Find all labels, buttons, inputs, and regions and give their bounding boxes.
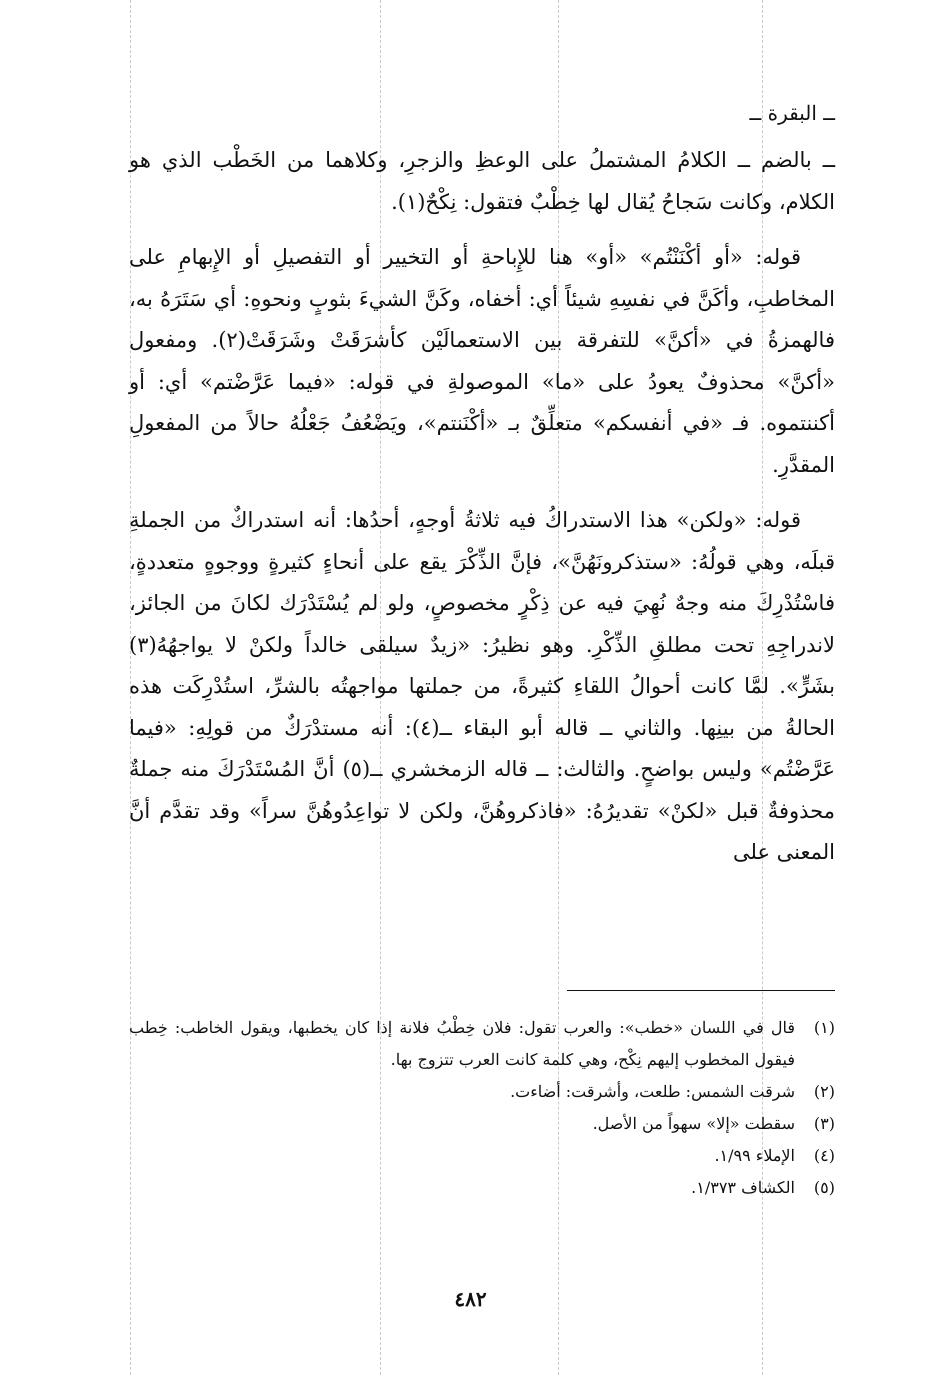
footnote-number: (٣) <box>813 1114 835 1133</box>
footnote <box>129 1108 835 1140</box>
footnote <box>129 1140 835 1172</box>
footnote <box>129 1012 835 1076</box>
main-text <box>129 140 835 874</box>
page-number: ٤٨٢ <box>454 1287 487 1311</box>
footnote-number: (٤) <box>813 1146 835 1165</box>
paragraph-2: قوله: «أو أكْنَنْتُم» «أو» هنا للإِباحةِ أو التخيير أو التفصيلِ أو الإِبهامِ على المخاطبِ، وأكَنَّ في نفسِهِ شيئاً أي: أخفاه، وكَنَّ الشيءَ بثوبٍ ونحوهِ: أي سَتَرَهُ به، فالهمزةُ في «أكنَّ» للتفرقة بين الاستعمالَيْن كأشرَقَتْ وشَرَقَتْ(٢). ومفعول «أكنَّ» محذوفٌ يعودُ على «ما» الموصولةِ في قوله: «فيما عَرَّضْتم» أي: أو أكننتموه. فـ «في أنفسكم» متعلِّقٌ بـ «أكْنَنتم»، ويَضْعُفُ جَعْلُهُ حالاً من المفعولِ المقدَّرِ. <box>129 245 835 477</box>
footnotes <box>129 1012 835 1204</box>
footnote-text: الكشاف ١/٣٧٣. <box>691 1178 795 1197</box>
running-header: ــ البقرة ــ <box>749 101 835 125</box>
footnote-separator <box>567 990 835 991</box>
paragraph-1: ــ بالضم ــ الكلامُ المشتملُ على الوعظِ والزجرِ، وكلاهما من الخَطْب الذي هو الكلام، وكانت سَجاحُ يُقال لها خِطْبٌ فتقول: نِكْحٌ(١). <box>129 148 835 214</box>
footnote-text: قال في اللسان «خطب»: والعرب تقول: فلان خِطْبُ فلانة إذا كان يخطبها، ويقول الخاطب: خِطب فيقول المخطوب إليهم نِكْح، وهي كلمة كانت العرب تتزوج بها. <box>129 1018 795 1069</box>
footnote <box>129 1172 835 1204</box>
footnote-text: شرقت الشمس: طلعت، وأشرقت: أضاءت. <box>510 1082 795 1101</box>
footnote <box>129 1076 835 1108</box>
footnote-text: الإملاء ١/٩٩. <box>714 1146 795 1165</box>
paragraph-3: قوله: «ولكن» هذا الاستدراكُ فيه ثلاثةُ أوجهٍ، أحدُها: أنه استدراكٌ من الجملةِ قبلَه، وهي قولُهُ: «ستذكرونَهُنَّ»، فإنَّ الذِّكْرَ يقع على أنحاءٍ كثيرةٍ ووجوهٍ متعددةٍ، فاسْتُدْرِكَ منه وجهٌ نُهِيَ فيه عن ذِكْرٍ مخصوصٍ، ولو لم يُسْتَدْرَك لكانَ من الجائز، لاندراجِهِ تحت مطلقِ الذِّكْرِ. وهو نظيرُ: «زيدٌ سيلقى خالداً ولكنْ لا يواجهُهُ(٣) بشَرٍّ». لمَّا كانت أحوالُ اللقاءِ كثيرةً، من جملتها مواجهتُه بالشرِّ، استُدْرِكَت هذه الحالةُ من بينِها. والثاني ــ قاله أبو البقاء ــ(٤): أنه مستدْرَكٌ من قولِهِ: «فيما عَرَّضْتُم» وليس بواضحٍ. والثالث: ــ قاله الزمخشري ــ(٥) أنَّ المُسْتَدْرَكَ منه جملةٌ محذوفةٌ قبل «لكنْ» تقديرُهُ: «فاذكروهُنَّ، ولكن لا تواعِدُوهُنَّ سراً» وقد تقدَّم أنَّ المعنى على <box>129 508 836 864</box>
footnote-number: (٢) <box>813 1082 835 1101</box>
footnote-number: (٥) <box>813 1178 835 1197</box>
footnote-number: (١) <box>813 1018 835 1037</box>
footnote-text: سقطت «إلا» سهواً من الأصل. <box>592 1114 795 1133</box>
